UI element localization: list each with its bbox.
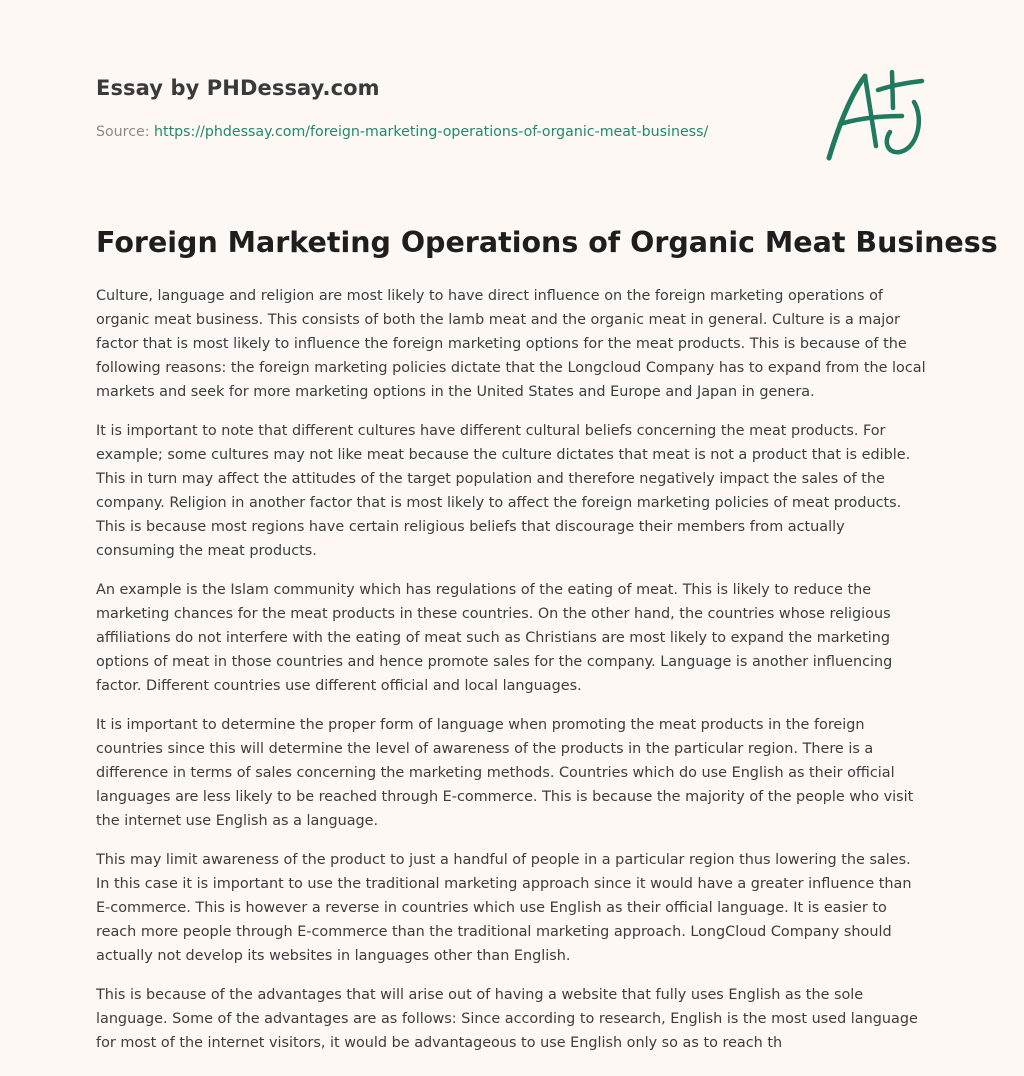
essay-paragraph: Culture, language and religion are most likely to have direct influence on the foreign marketing operations of organic meat business. This consists of both the lamb meat and the organic meat in general. Culture is a major factor that is most likely to influence the foreign marketing options for the meat products. This is because of the following reasons: the foreign marketing policies dictate that the Longcloud Company has to expand from the local markets and seek for more marketing options in the United States and Europe and Japan in genera. — [96, 288, 926, 400]
source-link[interactable]: https://phdessay.com/foreign-marketing-operations-of-organic-meat-business/ — [154, 124, 709, 140]
essay-paragraph: This is because of the advantages that will arise out of having a website that fully uses English as the sole language. Some of the advantages are as follows: Since according to research, English is the most used language for most of the internet visitors, it would be advantageous to use English only so as to reach th — [96, 987, 918, 1051]
source-label: Source: — [96, 124, 150, 140]
essay-title: Foreign Marketing Operations of Organic Meat Business — [96, 226, 998, 259]
essay-paragraph: It is important to note that different cultures have different cultural beliefs concerning the meat products. For example; some cultures may not like meat because the culture dictates that meat is not a product that is edible. This in turn may affect the attitudes of the target population and therefore negatively impact the sales of the company. Religion in another factor that is most likely to affect the foreign marketing policies of meat products. This is because most regions have certain religious beliefs that discourage their members from actually consuming the meat products. — [96, 423, 911, 559]
site-name: Essay by PHDessay.com — [96, 76, 380, 100]
essay-body — [96, 284, 926, 1070]
essay-paragraph: An example is the Islam community which has regulations of the eating of meat. This is likely to reduce the marketing chances for the meat products in these countries. On the other hand, the countries whose religious affiliations do not interfere with the eating of meat such as Christians are most likely to expand the marketing options of meat in those countries and hence promote sales for the company. Language is another influencing factor. Different countries use different official and local languages. — [96, 582, 893, 694]
a-plus-logo-icon — [820, 66, 930, 166]
source-line — [96, 124, 708, 140]
essay-paragraph: It is important to determine the proper form of language when promoting the meat products in the foreign countries since this will determine the level of awareness of the products in the particular region. There is a difference in terms of sales concerning the marketing methods. Countries which do use English as their official languages are less likely to be reached through E-commerce. This is because the majority of the people who visit the internet use English as a language. — [96, 717, 914, 829]
essay-paragraph: This may limit awareness of the product to just a handful of people in a particular region thus lowering the sales. In this case it is important to use the traditional marketing approach since it would have a greater influence than E-commerce. This is however a reverse in countries which use English as their official language. It is easier to reach more people through E-commerce than the traditional marketing approach. LongCloud Company should actually not develop its websites in languages other than English. — [96, 852, 912, 964]
